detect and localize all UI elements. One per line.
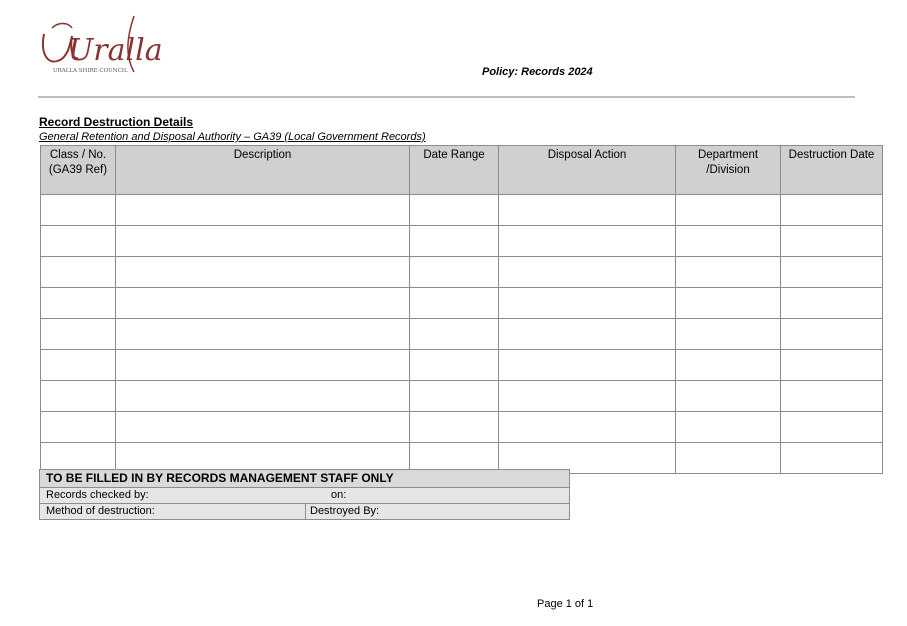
table-cell[interactable] <box>781 381 883 412</box>
table-cell[interactable] <box>41 288 116 319</box>
table-cell[interactable] <box>410 412 499 443</box>
table-cell[interactable] <box>781 288 883 319</box>
cell-divider <box>305 504 306 519</box>
table-cell[interactable] <box>410 257 499 288</box>
table-row <box>41 319 883 350</box>
table-cell[interactable] <box>41 319 116 350</box>
table-row <box>41 381 883 412</box>
records-staff-panel <box>39 469 570 520</box>
table-cell[interactable] <box>410 381 499 412</box>
table-cell[interactable] <box>116 412 410 443</box>
table-cell[interactable] <box>116 381 410 412</box>
table-cell[interactable] <box>410 195 499 226</box>
table-cell[interactable] <box>116 319 410 350</box>
table-cell[interactable] <box>410 319 499 350</box>
table-row <box>41 257 883 288</box>
table-cell[interactable] <box>116 288 410 319</box>
table-cell[interactable] <box>499 381 676 412</box>
table-cell[interactable] <box>116 257 410 288</box>
table-cell[interactable] <box>499 412 676 443</box>
table-cell[interactable] <box>676 226 781 257</box>
section-heading: Record Destruction Details <box>39 115 194 129</box>
checked-on-label: on: <box>331 489 347 501</box>
table-row <box>41 195 883 226</box>
table-cell[interactable] <box>41 257 116 288</box>
table-cell[interactable] <box>781 226 883 257</box>
table-cell[interactable] <box>41 412 116 443</box>
record-destruction-table <box>40 145 883 474</box>
column-header-destruction-date <box>781 146 883 195</box>
policy-title: Policy: Records 2024 <box>482 66 593 78</box>
column-header-description <box>116 146 410 195</box>
destroyed-by-label: Destroyed By: <box>310 505 380 517</box>
header-rule <box>38 96 855 98</box>
column-header-line: /Division <box>706 164 750 176</box>
table-cell[interactable] <box>676 443 781 474</box>
section-subheading: General Retention and Disposal Authority – GA39 (Local Government Records) <box>39 131 426 143</box>
table-cell[interactable] <box>499 195 676 226</box>
table-cell[interactable] <box>676 195 781 226</box>
uralla-logo <box>38 14 166 80</box>
table-cell[interactable] <box>499 288 676 319</box>
column-header-class <box>41 146 116 195</box>
table-cell[interactable] <box>116 195 410 226</box>
column-header-date-range <box>410 146 499 195</box>
column-header-disposal-action <box>499 146 676 195</box>
column-header-line: Date Range <box>423 149 485 161</box>
table-cell[interactable] <box>781 257 883 288</box>
table-cell[interactable] <box>410 350 499 381</box>
table-row <box>41 412 883 443</box>
table-cell[interactable] <box>781 350 883 381</box>
table-cell[interactable] <box>41 381 116 412</box>
page-number: Page 1 of 1 <box>537 598 594 610</box>
table-cell[interactable] <box>41 226 116 257</box>
table-cell[interactable] <box>499 319 676 350</box>
table-cell[interactable] <box>781 412 883 443</box>
column-header-line: Description <box>233 149 292 161</box>
logo-wordmark: Uralla <box>68 33 163 68</box>
records-checked-row[interactable] <box>40 488 569 504</box>
table-cell[interactable] <box>410 226 499 257</box>
column-header-line: Class / No. <box>49 149 107 161</box>
destruction-method-row[interactable] <box>40 504 569 520</box>
table-cell[interactable] <box>676 381 781 412</box>
destruction-method-label: Method of destruction: <box>46 505 155 517</box>
table-cell[interactable] <box>676 257 781 288</box>
table-cell[interactable] <box>676 412 781 443</box>
table-cell[interactable] <box>676 288 781 319</box>
table-cell[interactable] <box>41 350 116 381</box>
column-header-line: Destruction Date <box>788 149 875 161</box>
table-cell[interactable] <box>781 195 883 226</box>
table-cell[interactable] <box>781 319 883 350</box>
table-row <box>41 288 883 319</box>
table-cell[interactable] <box>676 319 781 350</box>
table-row <box>41 350 883 381</box>
column-header-line: Disposal Action <box>547 149 627 161</box>
table-cell[interactable] <box>781 443 883 474</box>
table-cell[interactable] <box>499 226 676 257</box>
table-cell[interactable] <box>499 350 676 381</box>
table-cell[interactable] <box>410 288 499 319</box>
records-checked-label: Records checked by: <box>46 489 149 501</box>
table-cell[interactable] <box>116 350 410 381</box>
table-cell[interactable] <box>41 195 116 226</box>
column-header-line: Department <box>697 149 759 161</box>
table-header-row <box>41 146 883 195</box>
table-row <box>41 226 883 257</box>
table-cell[interactable] <box>499 257 676 288</box>
column-header-department <box>676 146 781 195</box>
table-cell[interactable] <box>676 350 781 381</box>
staff-panel-title: TO BE FILLED IN BY RECORDS MANAGEMENT STAFF ONLY <box>40 470 569 488</box>
table-cell[interactable] <box>116 226 410 257</box>
logo-tagline: URALLA SHIRE COUNCIL <box>53 68 128 74</box>
column-header-line: (GA39 Ref) <box>48 164 108 176</box>
